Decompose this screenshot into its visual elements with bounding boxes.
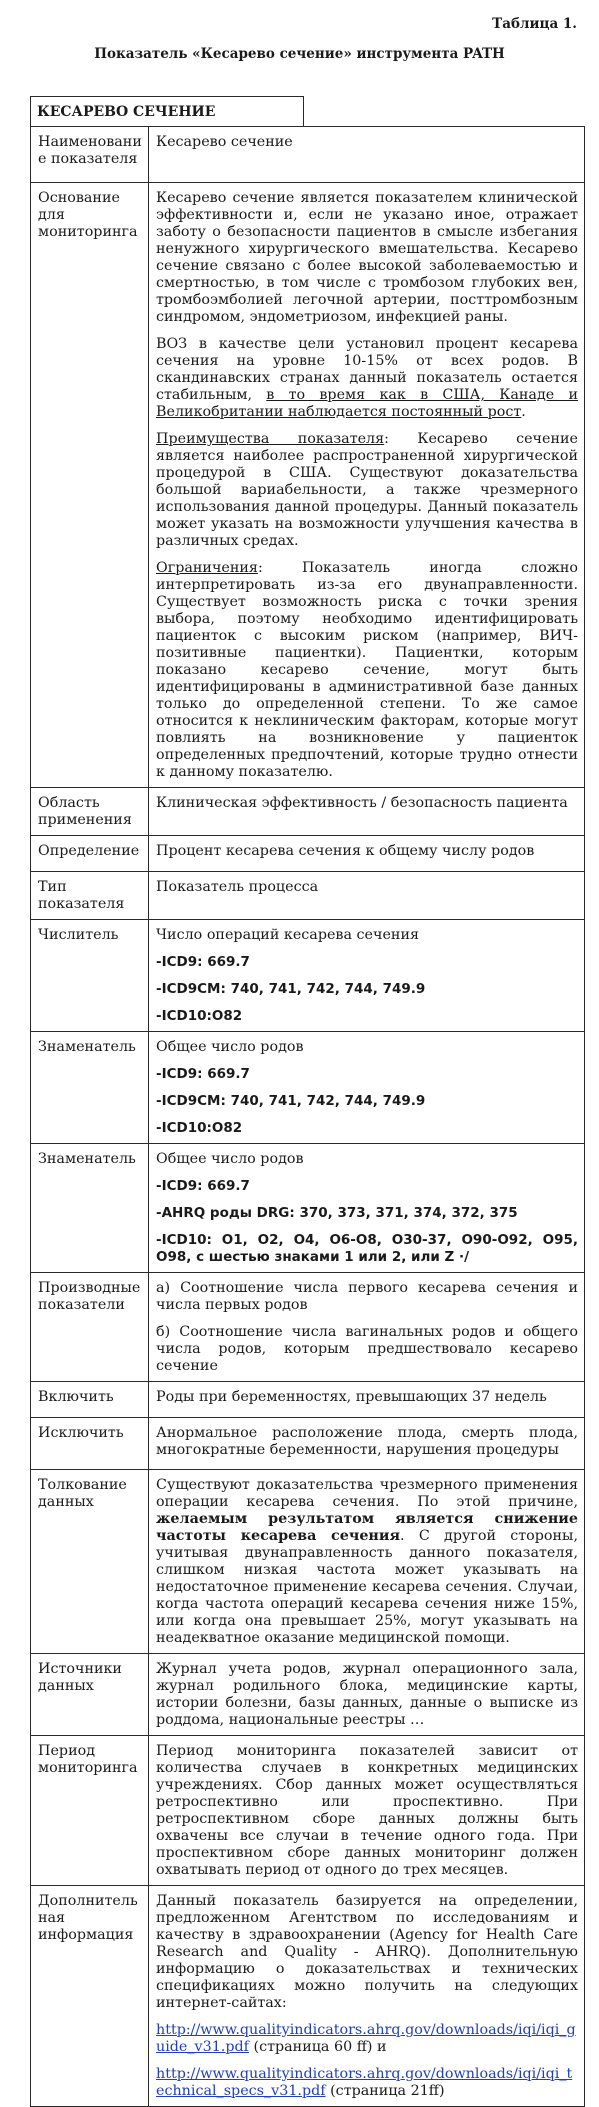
code-line: -ICD9: 669.7 (156, 1066, 250, 1082)
guide-link[interactable]: http://www.qualityindicators.ahrq.gov/downloads/iqi/iqi_guide_v31.pdf (156, 2022, 576, 2055)
table-row (31, 1273, 585, 1382)
row-label: Производные показатели (31, 1273, 149, 1382)
text-span: Существуют доказательства чрезмерного применения операции кесарева сечения. По этой причине, (156, 1477, 578, 1510)
code-line: -ICD10: O1, O2, O4, O6-O8, O30-37, O90-O92, O95, O98, с шестью знаками 1 или 2, или Z ·/ (156, 1232, 578, 1265)
limitations-heading: Ограничения (156, 560, 258, 576)
derived-item: а) Соотношение числа первого кесарева сечения и числа первых родов (156, 1280, 578, 1313)
row-label: Источники данных (31, 1654, 149, 1736)
row-value: Показатель процесса (149, 872, 585, 920)
table-row (31, 1032, 585, 1144)
row-value (149, 920, 585, 1032)
row-label: Толкование данных (31, 1470, 149, 1654)
numerator-text: Число операций кесарева сечения (156, 927, 420, 943)
table-row (31, 183, 585, 788)
basis-paragraph: Кесарево сечение является показателем клинической эффективности и, если не указано иное, отражает заботу о безопасности пациентов в смысле избегания ненужного хирургического вмешательства. Кесарево сечение связано с более высокой заболеваемостью и смертностью, в том числе с тромбозом глубоких вен, тромбоэмболией легочной артерии, посттромбозным синдромом, эндометриозом, инфекцией раны. (156, 190, 578, 325)
code-line: -ICD10:O82 (156, 1120, 243, 1136)
text-span: . (521, 404, 526, 420)
bold-text: желаемым результатом является снижение частоты кесарева сечения (156, 1511, 578, 1544)
code-line: -ICD9CM: 740, 741, 742, 744, 749.9 (156, 981, 426, 997)
row-value (149, 1470, 585, 1654)
table-row (31, 1382, 585, 1418)
row-label: Знаменатель (31, 1032, 149, 1144)
row-value (149, 1273, 585, 1382)
row-value: Роды при беременностях, превышающих 37 недель (149, 1382, 585, 1418)
link-line (156, 2066, 578, 2100)
row-label: Основание для мониторинга (31, 183, 149, 788)
underlined-text: в то время как в США, Канаде и Великобритании наблюдается постоянный рост (156, 387, 578, 420)
advantages-heading: Преимущества показателя (156, 431, 385, 447)
table-row (31, 1736, 585, 1886)
text-span: : Кесарево сечение является наиболее распространенной хирургической процедурой в США. Существуют доказательства большой вариабельности, а также чрезмерного использования данной процедуры. Данный показатель может указать на возможности улучшения качества в различных средах. (156, 431, 578, 549)
table-row (31, 1886, 585, 2107)
table-row (31, 920, 585, 1032)
table-heading: КЕСАРЕВО СЕЧЕНИЕ (30, 96, 304, 126)
page-title: Показатель «Кесарево сечение» инструмента PATH (94, 46, 505, 62)
row-label: Область применения (31, 788, 149, 836)
row-value: Клиническая эффективность / безопасность пациента (149, 788, 585, 836)
row-label: Дополнительная информация (31, 1886, 149, 2107)
row-value: Процент кесарева сечения к общему числу родов (149, 836, 585, 872)
row-label: Числитель (31, 920, 149, 1032)
text-span: (страница 21ff) (325, 2083, 445, 2099)
table-row (31, 836, 585, 872)
row-value: Период мониторинга показателей зависит от количества случаев в конкретных медицинских учреждениях. Сбор данных может осуществляться ретроспективно или проспективно. При ретроспективном сборе данных должны быть охвачены все случаи в течение одного года. При проспективном сборе данных мониторинг должен охватывать период от одного до трех месяцев. (149, 1736, 585, 1886)
text-span: : Показатель иногда сложно интерпретировать из-за его двунаправленности. Существует возможность риска с точки зрения выбора, поэтому необходимо идентифицировать пациенток с высоким риском (например, ВИЧ-позитивные пациентки). Пациентки, которым показано кесарево сечение, могут быть идентифицированы в административной базе данных только до определенной степени. То же самое относится к неклиническим факторам, которые могут повлиять на возникновение у пациенток определенных предпочтений, которые трудно отнести к данному показателю. (156, 560, 578, 780)
row-label: Тип показателя (31, 872, 149, 920)
text-span: (страница 60 ff) и (248, 2039, 387, 2055)
basis-paragraph (156, 336, 578, 421)
denominator-text: Общее число родов (156, 1039, 304, 1055)
row-label: Определение (31, 836, 149, 872)
code-line: -ICD9: 669.7 (156, 1178, 250, 1194)
text-span: . С другой стороны, учитывая двунаправленность данного показателя, слишком низкая частота может указывать на недостаточное применение кесарева сечения. Случаи, когда частота операций кесарева сечения ниже 15%, или когда она превышает 25%, могут указывать на неадекватное оказание медицинской помощи. (156, 1528, 578, 1646)
table-row (31, 127, 585, 183)
code-line: -ICD9: 669.7 (156, 954, 250, 970)
row-label: Включить (31, 1382, 149, 1418)
text-span: ВОЗ в качестве цели установил процент кесарева сечения на уровне 10-15% от всех родов. В скандинавских странах данный показатель остается стабильным, (156, 336, 578, 403)
code-line: -AHRQ роды DRG: 370, 373, 371, 374, 372, 375 (156, 1205, 518, 1221)
row-label: Исключить (31, 1418, 149, 1470)
row-value: Анормальное расположение плода, смерть плода, многократные беременности, нарушения процедуры (149, 1418, 585, 1470)
indicator-table (30, 126, 585, 2107)
row-value (149, 1032, 585, 1144)
table-row (31, 1144, 585, 1273)
derived-item: б) Соотношение числа вагинальных родов и общего числа родов, которым предшествовало кесарево сечение (156, 1324, 578, 1374)
table-row (31, 1654, 585, 1736)
row-value (149, 1144, 585, 1273)
denominator-text: Общее число родов (156, 1151, 304, 1167)
row-label: Знаменатель (31, 1144, 149, 1273)
table-row (31, 872, 585, 920)
row-value (149, 1886, 585, 2107)
row-label: Наименование показателя (31, 127, 149, 183)
row-value: Журнал учета родов, журнал операционного зала, журнал родильного блока, медицинские карты, истории болезни, базы данных, данные о выписке из роддома, национальные реестры … (149, 1654, 585, 1736)
table-number: Таблица 1. (492, 16, 577, 32)
table-row (31, 1418, 585, 1470)
row-value (149, 183, 585, 788)
extra-text: Данный показатель базируется на определении, предложенном Агентством по исследованиям и качеству в здравоохранении (Agency for Health Care Research and Quality - AHRQ). Дополнительную информацию о доказательствах и технических спецификациях можно получить на следующих интернет-сайтах: (156, 1893, 578, 2011)
table-row (31, 788, 585, 836)
table-row (31, 1470, 585, 1654)
code-line: -ICD9CM: 740, 741, 742, 744, 749.9 (156, 1093, 426, 1109)
interpretation-text (156, 1477, 578, 1647)
specs-link[interactable]: http://www.qualityindicators.ahrq.gov/downloads/iqi/iqi_technical_specs_v31.pdf (156, 2066, 573, 2099)
basis-paragraph (156, 431, 578, 550)
link-line (156, 2022, 578, 2056)
basis-paragraph (156, 560, 578, 781)
code-line: -ICD10:O82 (156, 1008, 243, 1024)
row-label: Период мониторинга (31, 1736, 149, 1886)
row-value: Кесарево сечение (149, 127, 585, 183)
